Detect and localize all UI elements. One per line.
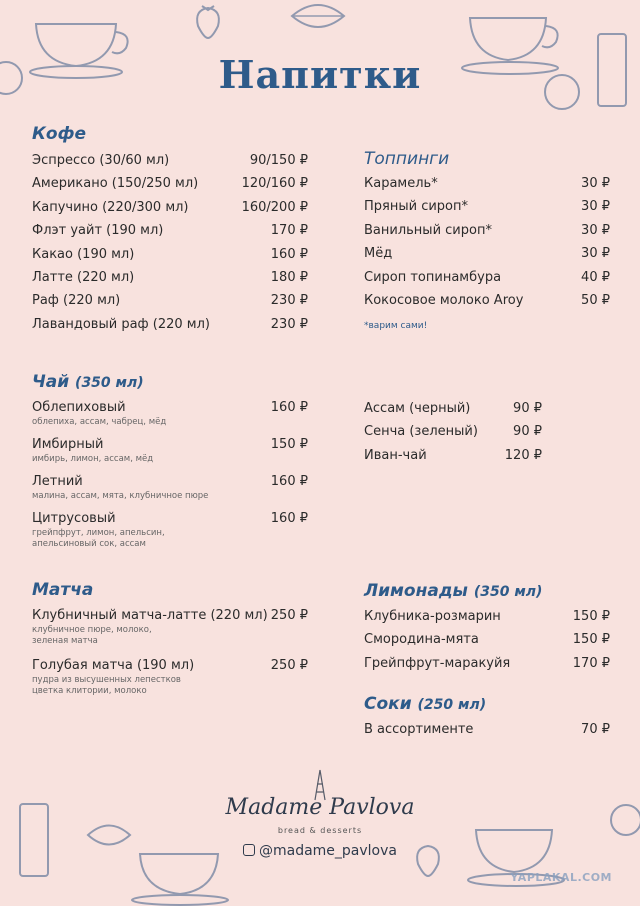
- item-price: 160 ₽: [270, 474, 308, 489]
- item-price: 160/200 ₽: [241, 199, 308, 215]
- list-item: [32, 313, 308, 336]
- item-description: пудра из высушенных лепестков цветка клитории, молоко: [32, 675, 181, 696]
- item-price: 150 ₽: [270, 437, 308, 452]
- item-name: Летний: [32, 474, 83, 489]
- item-name: Лавандовый раф (220 мл): [32, 316, 210, 332]
- item-name: Цитрусовый: [32, 511, 116, 526]
- item-price: 230 ₽: [270, 293, 308, 309]
- coffee-section-title: Кофе: [32, 124, 86, 144]
- item-price: 120 ₽: [504, 447, 542, 463]
- item-name: Смородина-мята: [364, 632, 479, 648]
- lemonades-section-title: [364, 581, 542, 601]
- list-item: [364, 195, 610, 218]
- list-item: [364, 444, 542, 467]
- item-name: Клубничный матча-латте (220 мл): [32, 608, 268, 623]
- item-price: 180 ₽: [270, 269, 308, 285]
- juices-section-title: [364, 694, 486, 714]
- list-item: [32, 657, 308, 701]
- item-price: 40 ₽: [581, 269, 610, 285]
- list-item: [364, 628, 610, 651]
- item-name: Облепиховый: [32, 400, 126, 415]
- list-item: [364, 718, 610, 741]
- item-price: 30 ₽: [581, 246, 610, 262]
- item-description: грейпфрут, лимон, апельсин, апельсиновый сок, ассам: [32, 528, 165, 549]
- item-name: Сенча (зеленый): [364, 424, 478, 440]
- item-price: 170 ₽: [572, 655, 610, 671]
- item-description: облепиха, ассам, чабрец, мёд: [32, 417, 167, 427]
- list-item: [364, 242, 610, 265]
- item-name: Имбирный: [32, 437, 104, 452]
- item-name: Кокосовое молоко Aroy: [364, 292, 524, 308]
- item-price: 120/160 ₽: [241, 176, 308, 192]
- item-price: 70 ₽: [581, 722, 610, 737]
- item-name: Флэт уайт (190 мл): [32, 223, 164, 239]
- item-name: В ассортименте: [364, 722, 474, 737]
- list-item: [32, 149, 308, 172]
- strawberry-icon: [188, 0, 228, 40]
- list-item: [32, 172, 308, 195]
- item-name: Карамель*: [364, 176, 438, 191]
- matcha-list: [32, 607, 308, 701]
- item-price: 50 ₽: [581, 292, 610, 308]
- item-name: Какао (190 мл): [32, 246, 135, 262]
- item-price: 90 ₽: [513, 401, 542, 416]
- list-item: [364, 605, 610, 628]
- item-name: Иван-чай: [364, 447, 427, 463]
- list-item: [32, 196, 308, 219]
- item-name: Раф (220 мл): [32, 293, 121, 309]
- toppings-section-title: Топпинги: [364, 149, 450, 169]
- item-name: Ассам (черный): [364, 401, 471, 416]
- matcha-section-title: Матча: [32, 580, 94, 600]
- item-name: Латте (220 мл): [32, 269, 135, 285]
- list-item: [364, 219, 610, 242]
- section-title-text: Чай: [32, 372, 70, 392]
- list-item: [32, 473, 308, 510]
- item-price: 160 ₽: [270, 511, 308, 526]
- item-price: 90/150 ₽: [249, 153, 308, 168]
- juices-list: [364, 718, 610, 741]
- list-item: [32, 607, 308, 657]
- lemonades-list: [364, 605, 610, 675]
- item-name: Голубая матча (190 мл): [32, 658, 195, 673]
- item-name: Пряный сироп*: [364, 199, 468, 215]
- tea-plain-list: [364, 397, 542, 467]
- list-item: [32, 243, 308, 266]
- leaf-icon: [288, 0, 348, 32]
- list-item: [32, 219, 308, 242]
- section-title-text: Соки: [364, 694, 412, 714]
- list-item: [32, 289, 308, 312]
- brand-tagline: bread & desserts: [277, 826, 363, 835]
- item-price: 30 ₽: [581, 176, 610, 191]
- instagram-icon: [243, 844, 255, 856]
- item-name: Эспрессо (30/60 мл): [32, 153, 170, 168]
- item-name: Сироп топинамбура: [364, 269, 502, 285]
- item-price: 30 ₽: [581, 199, 610, 215]
- item-price: 250 ₽: [270, 658, 308, 673]
- item-price: 230 ₽: [270, 316, 308, 332]
- item-name: Ванильный сироп*: [364, 222, 492, 238]
- item-description: имбирь, лимон, ассам, мёд: [32, 454, 154, 464]
- item-name: Американо (150/250 мл): [32, 176, 199, 192]
- item-price: 170 ₽: [270, 223, 308, 239]
- tea-section-title: [32, 372, 144, 392]
- list-item: [364, 266, 610, 289]
- section-subtitle: (250 мл): [417, 697, 487, 713]
- item-price: 160 ₽: [270, 246, 308, 262]
- item-price: 90 ₽: [513, 424, 542, 440]
- section-title-text: Лимонады: [364, 581, 468, 601]
- brand-logo: Madame Pavlova: [225, 795, 415, 820]
- item-name: Клубника-розмарин: [364, 609, 501, 624]
- page-title: Напитки: [218, 52, 422, 97]
- section-subtitle: (350 мл): [75, 375, 144, 391]
- list-item: [364, 172, 610, 195]
- list-item: [364, 420, 542, 443]
- list-item: [32, 436, 308, 473]
- item-price: 150 ₽: [572, 609, 610, 624]
- instagram-handle-text: @madame_pavlova: [258, 843, 397, 859]
- toppings-list: [364, 172, 610, 312]
- item-description: малина, ассам, мята, клубничное пюре: [32, 491, 209, 501]
- item-price: 160 ₽: [270, 400, 308, 415]
- item-name: Грейпфрут-маракуйя: [364, 655, 511, 671]
- coffee-list: [32, 149, 308, 336]
- section-subtitle: (350 мл): [473, 584, 543, 600]
- toppings-note: *варим сами!: [364, 321, 428, 331]
- list-item: [364, 652, 610, 675]
- watermark: YAPLAKAL.COM: [510, 871, 612, 884]
- item-price: 150 ₽: [572, 632, 610, 648]
- item-name: Капучино (220/300 мл): [32, 199, 189, 215]
- item-name: Мёд: [364, 246, 393, 262]
- list-item: [364, 289, 610, 312]
- instagram-handle[interactable]: [0, 843, 640, 859]
- list-item: [364, 397, 542, 420]
- list-item: [32, 266, 308, 289]
- list-item: [32, 399, 308, 436]
- item-price: 30 ₽: [581, 222, 610, 238]
- item-description: клубничное пюре, молоко, зеленая матча: [32, 625, 152, 646]
- item-price: 250 ₽: [270, 608, 308, 623]
- list-item: [32, 510, 308, 558]
- tea-list: [32, 399, 308, 558]
